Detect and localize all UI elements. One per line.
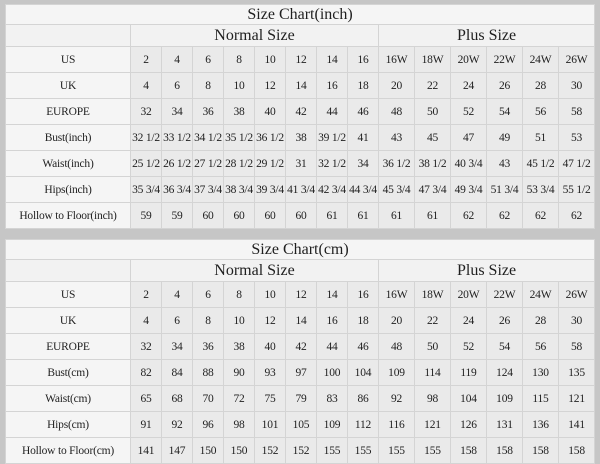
size-cell: 8: [224, 47, 255, 73]
size-cell: 28 1/2: [224, 151, 255, 177]
size-cell: 105: [286, 412, 317, 438]
size-cell: 46: [348, 334, 379, 360]
size-cell: 44: [317, 99, 348, 125]
size-cell: 24W: [523, 282, 559, 308]
corner-cell: [6, 260, 131, 282]
table-title: Size Chart(inch): [6, 5, 595, 25]
size-cell: 53 3/4: [523, 177, 559, 203]
size-cell: 54: [487, 99, 523, 125]
size-cell: 12: [255, 308, 286, 334]
size-cell: 26W: [559, 282, 595, 308]
size-cell: 155: [415, 438, 451, 464]
row-label: EUROPE: [6, 334, 131, 360]
table-row: [6, 412, 595, 438]
size-cell: 92: [379, 386, 415, 412]
size-cell: 150: [224, 438, 255, 464]
size-cell: 34: [162, 334, 193, 360]
size-cell: 75: [255, 386, 286, 412]
size-cell: 48: [379, 334, 415, 360]
size-cell: 8: [224, 282, 255, 308]
table-row: [6, 99, 595, 125]
size-cell: 42: [286, 334, 317, 360]
row-label: Waist(inch): [6, 151, 131, 177]
size-cell: 32: [131, 99, 162, 125]
size-cell: 60: [224, 203, 255, 229]
size-cell: 20W: [451, 47, 487, 73]
row-label: Bust(cm): [6, 360, 131, 386]
size-cell: 43: [379, 125, 415, 151]
size-cell: 47 1/2: [559, 151, 595, 177]
size-cell: 12: [286, 282, 317, 308]
size-cell: 60: [255, 203, 286, 229]
column-group-plus-size: Plus Size: [379, 25, 595, 47]
size-cell: 26W: [559, 47, 595, 73]
size-cell: 20: [379, 308, 415, 334]
size-cell: 61: [317, 203, 348, 229]
size-cell: 10: [255, 47, 286, 73]
table-row: [6, 151, 595, 177]
size-cell: 16: [317, 73, 348, 99]
size-cell: 37 3/4: [193, 177, 224, 203]
size-cell: 4: [131, 308, 162, 334]
size-cell: 26 1/2: [162, 151, 193, 177]
table-row: [6, 386, 595, 412]
size-cell: 40: [255, 99, 286, 125]
size-cell: 86: [348, 386, 379, 412]
size-cell: 26: [487, 308, 523, 334]
size-cell: 35 3/4: [131, 177, 162, 203]
size-cell: 6: [193, 282, 224, 308]
row-label: UK: [6, 73, 131, 99]
size-cell: 62: [523, 203, 559, 229]
size-cell: 65: [131, 386, 162, 412]
size-cell: 38: [286, 125, 317, 151]
size-cell: 4: [131, 73, 162, 99]
size-cell: 131: [487, 412, 523, 438]
size-cell: 29 1/2: [255, 151, 286, 177]
size-cell: 51 3/4: [487, 177, 523, 203]
size-cell: 34: [162, 99, 193, 125]
column-group-plus-size: Plus Size: [379, 260, 595, 282]
corner-cell: [6, 25, 131, 47]
size-cell: 12: [255, 73, 286, 99]
size-cell: 92: [162, 412, 193, 438]
size-cell: 14: [286, 308, 317, 334]
size-cell: 121: [559, 386, 595, 412]
size-cell: 119: [451, 360, 487, 386]
size-cell: 98: [415, 386, 451, 412]
size-cell: 84: [162, 360, 193, 386]
size-cell: 22: [415, 73, 451, 99]
size-cell: 33 1/2: [162, 125, 193, 151]
column-group-row: [6, 260, 595, 282]
size-cell: 32 1/2: [131, 125, 162, 151]
size-cell: 155: [379, 438, 415, 464]
size-cell: 56: [523, 334, 559, 360]
size-cell: 47 3/4: [415, 177, 451, 203]
size-cell: 45: [415, 125, 451, 151]
size-cell: 98: [224, 412, 255, 438]
row-label: EUROPE: [6, 99, 131, 125]
size-cell: 39 1/2: [317, 125, 348, 151]
size-cell: 141: [559, 412, 595, 438]
size-cell: 40: [255, 334, 286, 360]
size-cell: 49: [487, 125, 523, 151]
size-cell: 152: [255, 438, 286, 464]
size-cell: 141: [131, 438, 162, 464]
size-cell: 32: [131, 334, 162, 360]
size-cell: 45 3/4: [379, 177, 415, 203]
size-cell: 109: [487, 386, 523, 412]
size-cell: 109: [317, 412, 348, 438]
size-cell: 16W: [379, 282, 415, 308]
row-label: US: [6, 282, 131, 308]
size-cell: 114: [415, 360, 451, 386]
size-cell: 20W: [451, 282, 487, 308]
size-cell: 59: [162, 203, 193, 229]
size-cell: 50: [415, 99, 451, 125]
table-row: [6, 73, 595, 99]
size-cell: 36: [193, 334, 224, 360]
size-cell: 16: [348, 47, 379, 73]
size-cell: 44: [317, 334, 348, 360]
size-cell: 60: [286, 203, 317, 229]
size-cell: 52: [451, 99, 487, 125]
size-chart-inch-table: [5, 4, 595, 229]
size-cell: 53: [559, 125, 595, 151]
row-label: Hollow to Floor(cm): [6, 438, 131, 464]
size-cell: 158: [451, 438, 487, 464]
size-cell: 14: [286, 73, 317, 99]
table-row: [6, 203, 595, 229]
size-cell: 55 1/2: [559, 177, 595, 203]
size-cell: 22: [415, 308, 451, 334]
size-cell: 126: [451, 412, 487, 438]
size-cell: 152: [286, 438, 317, 464]
row-label: Hips(inch): [6, 177, 131, 203]
size-cell: 30: [559, 308, 595, 334]
size-chart-cm-table: [5, 239, 595, 464]
size-cell: 28: [523, 308, 559, 334]
size-cell: 155: [317, 438, 348, 464]
size-cell: 116: [379, 412, 415, 438]
size-cell: 56: [523, 99, 559, 125]
row-label: Bust(inch): [6, 125, 131, 151]
size-cell: 2: [131, 47, 162, 73]
size-cell: 42 3/4: [317, 177, 348, 203]
column-group-normal-size: Normal Size: [131, 260, 379, 282]
size-cell: 22W: [487, 282, 523, 308]
size-cell: 42: [286, 99, 317, 125]
size-cell: 58: [559, 334, 595, 360]
size-cell: 91: [131, 412, 162, 438]
size-cell: 62: [487, 203, 523, 229]
size-cell: 34 1/2: [193, 125, 224, 151]
size-cell: 14: [317, 47, 348, 73]
table-row: [6, 47, 595, 73]
column-group-normal-size: Normal Size: [131, 25, 379, 47]
size-cell: 38: [224, 334, 255, 360]
size-cell: 10: [224, 308, 255, 334]
size-cell: 4: [162, 47, 193, 73]
size-cell: 6: [162, 73, 193, 99]
size-cell: 38 1/2: [415, 151, 451, 177]
size-cell: 62: [559, 203, 595, 229]
size-cell: 24W: [523, 47, 559, 73]
size-cell: 24: [451, 308, 487, 334]
table-row: [6, 308, 595, 334]
size-cell: 104: [451, 386, 487, 412]
size-cell: 48: [379, 99, 415, 125]
size-cell: 38 3/4: [224, 177, 255, 203]
size-cell: 70: [193, 386, 224, 412]
size-cell: 36 1/2: [255, 125, 286, 151]
size-cell: 90: [224, 360, 255, 386]
size-cell: 38: [224, 99, 255, 125]
size-cell: 40 3/4: [451, 151, 487, 177]
size-cell: 124: [487, 360, 523, 386]
size-cell: 45 1/2: [523, 151, 559, 177]
table-title-row: [6, 240, 595, 260]
size-cell: 130: [523, 360, 559, 386]
table-title: Size Chart(cm): [6, 240, 595, 260]
size-cell: 61: [415, 203, 451, 229]
size-cell: 68: [162, 386, 193, 412]
size-cell: 50: [415, 334, 451, 360]
size-cell: 36 1/2: [379, 151, 415, 177]
size-cell: 54: [487, 334, 523, 360]
size-cell: 35 1/2: [224, 125, 255, 151]
size-cell: 2: [131, 282, 162, 308]
size-cell: 22W: [487, 47, 523, 73]
table-row: [6, 334, 595, 360]
size-cell: 30: [559, 73, 595, 99]
size-cell: 60: [193, 203, 224, 229]
size-cell: 36 3/4: [162, 177, 193, 203]
table-row: [6, 282, 595, 308]
size-cell: 100: [317, 360, 348, 386]
size-cell: 6: [162, 308, 193, 334]
size-cell: 104: [348, 360, 379, 386]
size-cell: 158: [487, 438, 523, 464]
size-cell: 58: [559, 99, 595, 125]
size-cell: 62: [451, 203, 487, 229]
size-cell: 18W: [415, 47, 451, 73]
table-row: [6, 177, 595, 203]
row-label: Hips(cm): [6, 412, 131, 438]
size-cell: 32 1/2: [317, 151, 348, 177]
size-cell: 49 3/4: [451, 177, 487, 203]
column-group-row: [6, 25, 595, 47]
size-cell: 4: [162, 282, 193, 308]
size-cell: 8: [193, 308, 224, 334]
size-cell: 79: [286, 386, 317, 412]
size-cell: 112: [348, 412, 379, 438]
size-cell: 59: [131, 203, 162, 229]
size-cell: 36: [193, 99, 224, 125]
size-cell: 6: [193, 47, 224, 73]
size-cell: 115: [523, 386, 559, 412]
size-cell: 39 3/4: [255, 177, 286, 203]
size-cell: 16W: [379, 47, 415, 73]
table-row: [6, 125, 595, 151]
size-cell: 109: [379, 360, 415, 386]
size-cell: 20: [379, 73, 415, 99]
size-cell: 16: [317, 308, 348, 334]
size-cell: 72: [224, 386, 255, 412]
size-cell: 25 1/2: [131, 151, 162, 177]
size-cell: 83: [317, 386, 348, 412]
size-cell: 147: [162, 438, 193, 464]
size-cell: 136: [523, 412, 559, 438]
size-cell: 18: [348, 308, 379, 334]
size-cell: 51: [523, 125, 559, 151]
size-cell: 93: [255, 360, 286, 386]
size-cell: 27 1/2: [193, 151, 224, 177]
size-cell: 24: [451, 73, 487, 99]
size-cell: 14: [317, 282, 348, 308]
size-cell: 18W: [415, 282, 451, 308]
size-cell: 28: [523, 73, 559, 99]
row-label: Waist(cm): [6, 386, 131, 412]
size-cell: 96: [193, 412, 224, 438]
size-cell: 61: [348, 203, 379, 229]
size-cell: 88: [193, 360, 224, 386]
size-cell: 121: [415, 412, 451, 438]
size-cell: 26: [487, 73, 523, 99]
size-cell: 52: [451, 334, 487, 360]
row-label: UK: [6, 308, 131, 334]
table-title-row: [6, 5, 595, 25]
table-row: [6, 438, 595, 464]
size-cell: 10: [224, 73, 255, 99]
row-label: US: [6, 47, 131, 73]
size-cell: 82: [131, 360, 162, 386]
size-cell: 44 3/4: [348, 177, 379, 203]
size-cell: 43: [487, 151, 523, 177]
size-cell: 41: [348, 125, 379, 151]
size-cell: 46: [348, 99, 379, 125]
size-cell: 61: [379, 203, 415, 229]
size-cell: 31: [286, 151, 317, 177]
table-row: [6, 360, 595, 386]
size-cell: 34: [348, 151, 379, 177]
size-cell: 12: [286, 47, 317, 73]
size-cell: 10: [255, 282, 286, 308]
size-cell: 41 3/4: [286, 177, 317, 203]
size-cell: 101: [255, 412, 286, 438]
size-cell: 8: [193, 73, 224, 99]
size-cell: 155: [348, 438, 379, 464]
size-cell: 158: [559, 438, 595, 464]
size-cell: 135: [559, 360, 595, 386]
size-cell: 16: [348, 282, 379, 308]
size-cell: 158: [523, 438, 559, 464]
size-cell: 150: [193, 438, 224, 464]
row-label: Hollow to Floor(inch): [6, 203, 131, 229]
size-cell: 97: [286, 360, 317, 386]
size-cell: 18: [348, 73, 379, 99]
size-cell: 47: [451, 125, 487, 151]
